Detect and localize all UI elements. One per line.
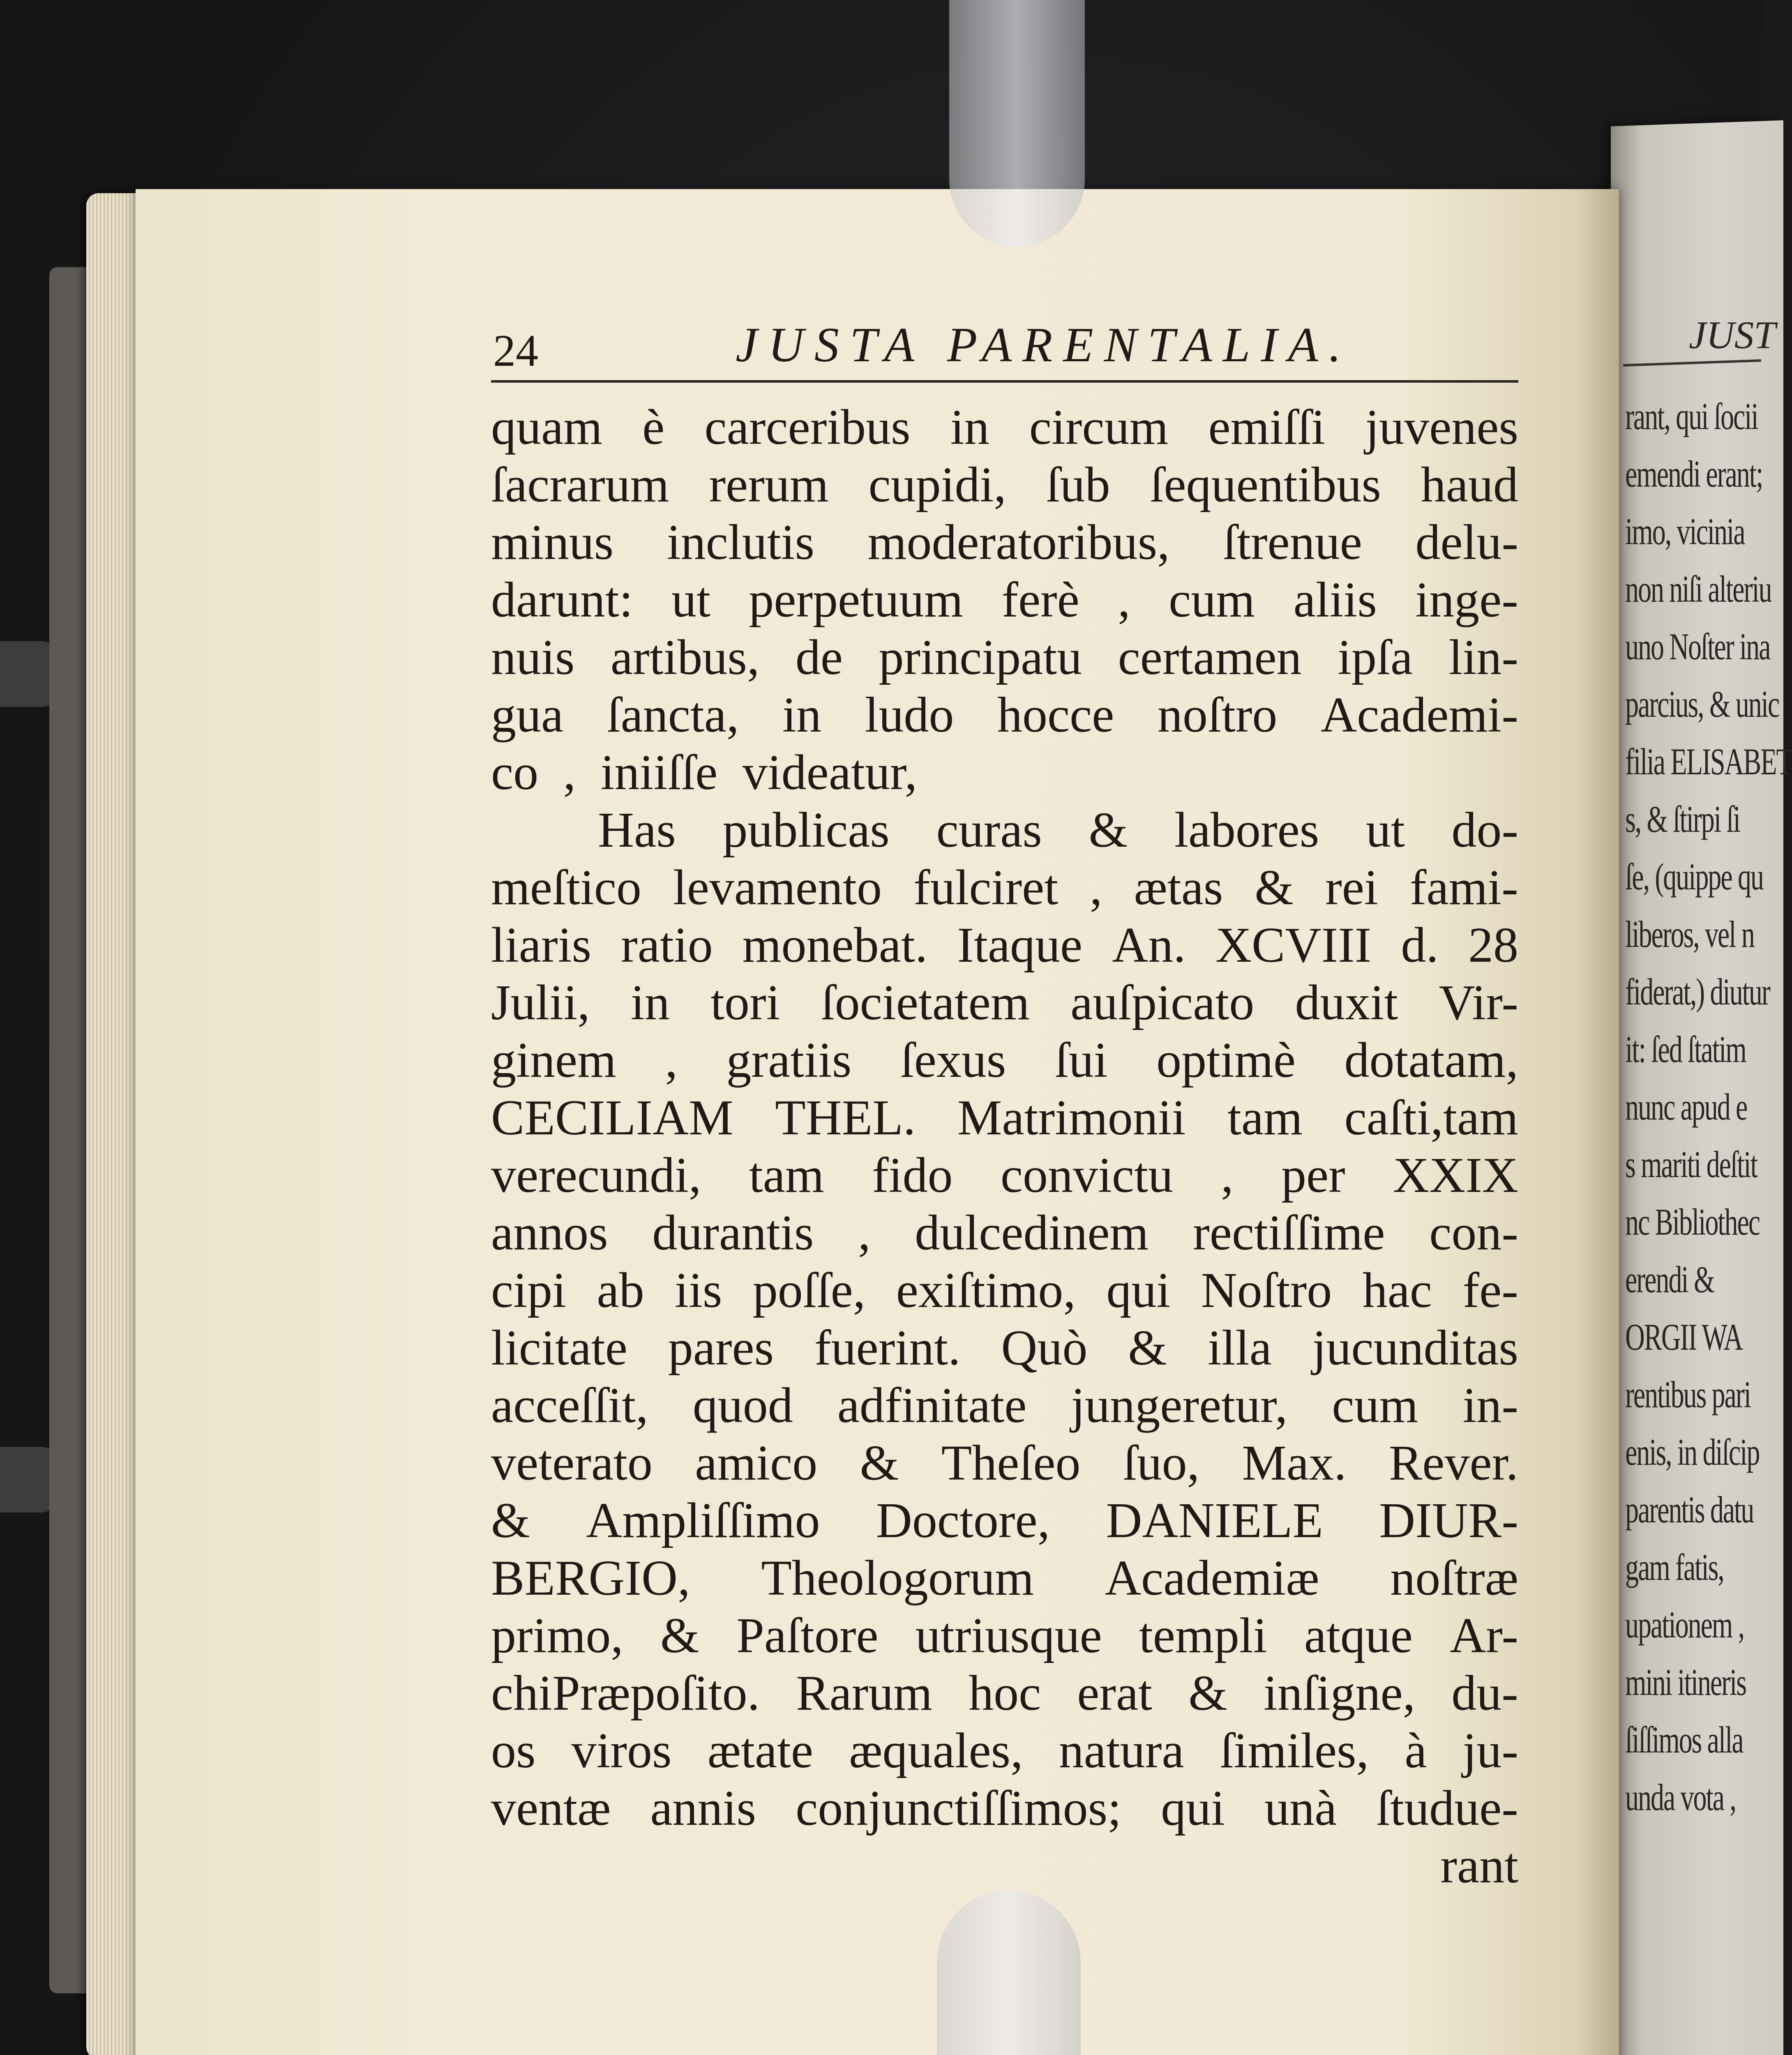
word: ſancta,	[607, 687, 739, 743]
word: darunt:	[491, 572, 633, 628]
word: Ampliſſimo	[586, 1493, 820, 1548]
text-line	[491, 801, 1518, 859]
word: per	[1281, 1148, 1345, 1203]
word: juvenes	[1365, 399, 1518, 455]
word: ventæ	[491, 1780, 611, 1836]
word: amico	[695, 1435, 818, 1491]
facing-line: s, & ſtirpi ſi	[1625, 798, 1740, 840]
word: certamen	[1118, 630, 1302, 685]
word: durantis	[652, 1205, 814, 1261]
word: fido	[872, 1148, 953, 1203]
word: primo,	[491, 1608, 623, 1663]
word: &	[1128, 1320, 1167, 1376]
word: acceſſit,	[491, 1378, 648, 1433]
word: d.	[1401, 917, 1439, 973]
word: convictu	[1000, 1148, 1173, 1203]
word: Noſtro	[1201, 1263, 1332, 1318]
word: poſſe,	[752, 1263, 866, 1318]
word: annis	[650, 1780, 756, 1836]
word: fulciret	[913, 860, 1059, 915]
word: circum	[1029, 399, 1169, 455]
word: adfinitate	[837, 1378, 1027, 1433]
word: ,	[1090, 860, 1102, 915]
word: principatu	[879, 630, 1082, 685]
word: liaris	[491, 917, 591, 973]
word: DIUR-	[1379, 1493, 1518, 1548]
text-line	[491, 1147, 1518, 1204]
word: levamento	[673, 860, 882, 915]
word: cupidi,	[868, 457, 1006, 513]
word: iis	[675, 1263, 722, 1318]
word: tori	[710, 975, 780, 1030]
word: An.	[1112, 917, 1186, 973]
word: qui	[1106, 1263, 1171, 1318]
text-line	[491, 514, 1518, 571]
word: rectiſſime	[1193, 1205, 1385, 1261]
word: in	[950, 399, 989, 455]
facing-line: emendi erant;	[1625, 453, 1763, 495]
word: &	[1188, 1665, 1227, 1721]
word: dotatam,	[1344, 1032, 1518, 1088]
facing-line: imo, vicinia	[1625, 510, 1745, 552]
word: moderatoribus,	[867, 515, 1170, 570]
page-number: 24	[493, 326, 538, 376]
word: in	[782, 687, 821, 743]
word: inclutis	[667, 515, 814, 570]
text-line	[491, 399, 1518, 456]
word: hoc	[969, 1665, 1041, 1721]
word: gua	[491, 687, 564, 743]
text-line	[491, 571, 1518, 629]
word: ,	[1221, 1148, 1234, 1203]
word: fami-	[1409, 860, 1518, 915]
word: ætate	[707, 1723, 814, 1778]
word: ſuo,	[1123, 1435, 1200, 1491]
word: nuis	[491, 630, 575, 685]
facing-line: s mariti deſtit	[1625, 1143, 1757, 1185]
word: os	[491, 1723, 536, 1778]
facing-line: enis, in diſcip	[1625, 1431, 1760, 1473]
word: dulcedinem	[915, 1205, 1149, 1261]
text-line	[491, 974, 1518, 1032]
word: chiPræpoſito.	[491, 1665, 760, 1721]
word: è	[642, 399, 665, 455]
text-line	[491, 1665, 1518, 1722]
word: ſtudue-	[1376, 1780, 1518, 1836]
catchword	[491, 1837, 1518, 1895]
word: Matrimonii	[957, 1090, 1186, 1145]
word: ,	[1118, 572, 1130, 628]
text-line	[491, 1780, 1518, 1837]
word: publicas	[722, 802, 890, 858]
word: ſui	[1054, 1032, 1108, 1088]
header-rule	[491, 380, 1518, 383]
word: &	[860, 1435, 899, 1491]
word: curas	[936, 802, 1042, 858]
text-line	[491, 859, 1518, 917]
facing-line: fiderat,) diutur	[1625, 971, 1770, 1013]
facing-line: ſe, (quippe qu	[1625, 856, 1763, 898]
word: ſequentibus	[1150, 457, 1381, 513]
word: Rever.	[1388, 1435, 1518, 1491]
word: minus	[491, 515, 614, 570]
word: &	[1089, 802, 1128, 858]
book-tab	[0, 1447, 58, 1512]
facing-line: nc Bibliothec	[1625, 1201, 1760, 1243]
facing-line: unda vota ,	[1625, 1776, 1736, 1818]
book-tab	[0, 641, 58, 707]
facing-line: liberos, vel n	[1625, 913, 1754, 955]
word: ſimiles,	[1220, 1723, 1369, 1778]
word: BERGIO,	[491, 1550, 690, 1606]
word: inſigne,	[1263, 1665, 1416, 1721]
running-head: JUSTA PARENTALIA.	[736, 317, 1352, 372]
text-line	[491, 1377, 1518, 1434]
word: verecundi,	[491, 1148, 701, 1203]
word: à	[1405, 1723, 1427, 1778]
word: optimè	[1156, 1032, 1296, 1088]
text-line	[491, 629, 1518, 686]
word: monebat.	[742, 917, 928, 973]
word: cipi	[491, 1263, 566, 1318]
word: jungeretur,	[1071, 1378, 1288, 1433]
text-line	[491, 1492, 1518, 1549]
word: Paſtore	[736, 1608, 879, 1663]
text-line	[491, 744, 1518, 801]
word: veterato	[491, 1435, 653, 1491]
word: conjunctiſſimos;	[796, 1780, 1122, 1836]
word: 28	[1468, 917, 1518, 973]
word: ætas	[1134, 860, 1223, 915]
facing-line: rant, qui ſocii	[1625, 395, 1758, 437]
word: ab	[597, 1263, 644, 1318]
facing-line: ſiſſimos alla	[1625, 1719, 1743, 1761]
word: con-	[1429, 1205, 1518, 1261]
word: pares	[668, 1320, 774, 1376]
word: cum	[1332, 1378, 1418, 1433]
facing-line: erendi &	[1625, 1258, 1714, 1300]
text-line	[491, 1549, 1518, 1607]
word: ginem	[491, 1032, 616, 1088]
text-line	[491, 1319, 1518, 1377]
facing-line: parentis datu	[1625, 1489, 1754, 1531]
word: Quò	[1001, 1320, 1088, 1376]
word: DANIELE	[1106, 1493, 1323, 1548]
facing-line: nunc apud e	[1625, 1086, 1747, 1128]
word: ſtrenue	[1223, 515, 1362, 570]
text-line	[491, 1204, 1518, 1262]
word: du-	[1451, 1665, 1518, 1721]
word: hocce	[997, 687, 1114, 743]
word: ſocietatem	[821, 975, 1030, 1030]
word: tam	[1227, 1090, 1303, 1145]
word: quam	[491, 399, 603, 455]
word: rei	[1325, 860, 1378, 915]
word: atque	[1304, 1608, 1413, 1663]
word: erat	[1077, 1665, 1153, 1721]
text-line	[491, 1032, 1518, 1089]
facing-line: parcius, & unic	[1625, 683, 1779, 725]
word: licitate	[491, 1320, 627, 1376]
word: Vir-	[1439, 975, 1518, 1030]
word: &	[660, 1608, 699, 1663]
word: in-	[1462, 1378, 1518, 1433]
text-line	[491, 1607, 1518, 1665]
word: unà	[1264, 1780, 1337, 1836]
word: ,	[858, 1205, 871, 1261]
word: ju-	[1462, 1723, 1518, 1778]
word: Rarum	[796, 1665, 933, 1721]
word: de	[795, 630, 843, 685]
word: aliis	[1293, 572, 1377, 628]
word: templi	[1139, 1608, 1267, 1663]
facing-line: non niſi alteriu	[1625, 568, 1771, 610]
word: THEL.	[775, 1090, 916, 1145]
word: carceribus	[704, 399, 911, 455]
text-line	[491, 917, 1518, 974]
word: ratio	[621, 917, 713, 973]
facing-page-text	[1621, 288, 1792, 2055]
word: qui	[1161, 1780, 1225, 1836]
word: Has	[598, 802, 676, 858]
word: ut	[1365, 802, 1405, 858]
word: in	[630, 975, 670, 1030]
facing-line: ORGII WA	[1625, 1316, 1743, 1358]
word: emiſſi	[1208, 399, 1326, 455]
word: tam	[749, 1148, 824, 1203]
facing-line: filia ELISABET	[1625, 741, 1792, 783]
word: caſti,tam	[1344, 1090, 1518, 1145]
word: artibus,	[610, 630, 760, 685]
word: &	[491, 1493, 530, 1548]
facing-line: mini itineris	[1625, 1661, 1746, 1703]
word: perpetuum	[749, 572, 963, 628]
facing-line: upationem ,	[1625, 1604, 1744, 1646]
facing-running-head: JUST	[1689, 313, 1776, 357]
word: ,	[665, 1032, 678, 1088]
word: natura	[1059, 1723, 1184, 1778]
word: XCVIII	[1215, 917, 1372, 973]
word: duxit	[1295, 975, 1398, 1030]
word: auſpicato	[1070, 975, 1255, 1030]
word: Doctore,	[876, 1493, 1050, 1548]
page-clip-bottom	[937, 1891, 1081, 2055]
word: æquales,	[849, 1723, 1023, 1778]
word: Academi-	[1320, 687, 1518, 743]
text-line	[491, 1089, 1518, 1147]
word: utriusque	[915, 1608, 1102, 1663]
word: ſexus	[900, 1032, 1006, 1088]
word: noſtræ	[1390, 1550, 1518, 1606]
word: ipſa	[1338, 630, 1413, 685]
word: do-	[1451, 802, 1518, 858]
word: rerum	[709, 457, 829, 513]
word: exiſtimo,	[896, 1263, 1076, 1318]
text-line	[491, 1434, 1518, 1492]
word: fe-	[1462, 1263, 1518, 1318]
line-text: rant	[1440, 1838, 1518, 1893]
word: Theologorum	[761, 1550, 1034, 1606]
word: meſtico	[491, 860, 641, 915]
facing-line: uno Noſter ina	[1625, 626, 1770, 667]
word: &	[1255, 860, 1294, 915]
word: CECILIAM	[491, 1090, 733, 1145]
word: hac	[1362, 1263, 1432, 1318]
text-line	[491, 1722, 1518, 1780]
word: gratiis	[726, 1032, 852, 1088]
facing-line: gam fatis,	[1625, 1546, 1724, 1588]
word: labores	[1174, 802, 1319, 858]
word: ludo	[865, 687, 954, 743]
word: fuerint.	[814, 1320, 961, 1376]
text-line	[491, 1262, 1518, 1319]
word: Julii,	[491, 975, 590, 1030]
facing-line: rentibus pari	[1625, 1374, 1750, 1415]
word: Ar-	[1450, 1608, 1518, 1663]
word: Academiæ	[1105, 1550, 1319, 1606]
word: annos	[491, 1205, 608, 1261]
word: cum	[1169, 572, 1255, 628]
word: lin-	[1448, 630, 1518, 685]
word: illa	[1207, 1320, 1272, 1376]
word: Theſeo	[941, 1435, 1081, 1491]
word: jucunditas	[1312, 1320, 1518, 1376]
word: viros	[571, 1723, 672, 1778]
word: haud	[1421, 457, 1518, 513]
word: inge-	[1415, 572, 1518, 628]
word: ut	[671, 572, 710, 628]
word: ſub	[1046, 457, 1110, 513]
text-line	[491, 456, 1518, 514]
word: XXIX	[1393, 1148, 1518, 1203]
word: quod	[692, 1378, 793, 1433]
word: Itaque	[957, 917, 1083, 973]
facing-line: it: ſed ſtatim	[1625, 1028, 1746, 1070]
text-line	[491, 686, 1518, 744]
word: ferè	[1001, 572, 1079, 628]
line-text: co , iniiſſe videatur,	[491, 745, 918, 800]
word: ſacrarum	[491, 457, 669, 513]
word: Max.	[1242, 1435, 1347, 1491]
page-clip-top	[949, 0, 1085, 247]
word: delu-	[1415, 515, 1518, 570]
word: noſtro	[1157, 687, 1278, 743]
